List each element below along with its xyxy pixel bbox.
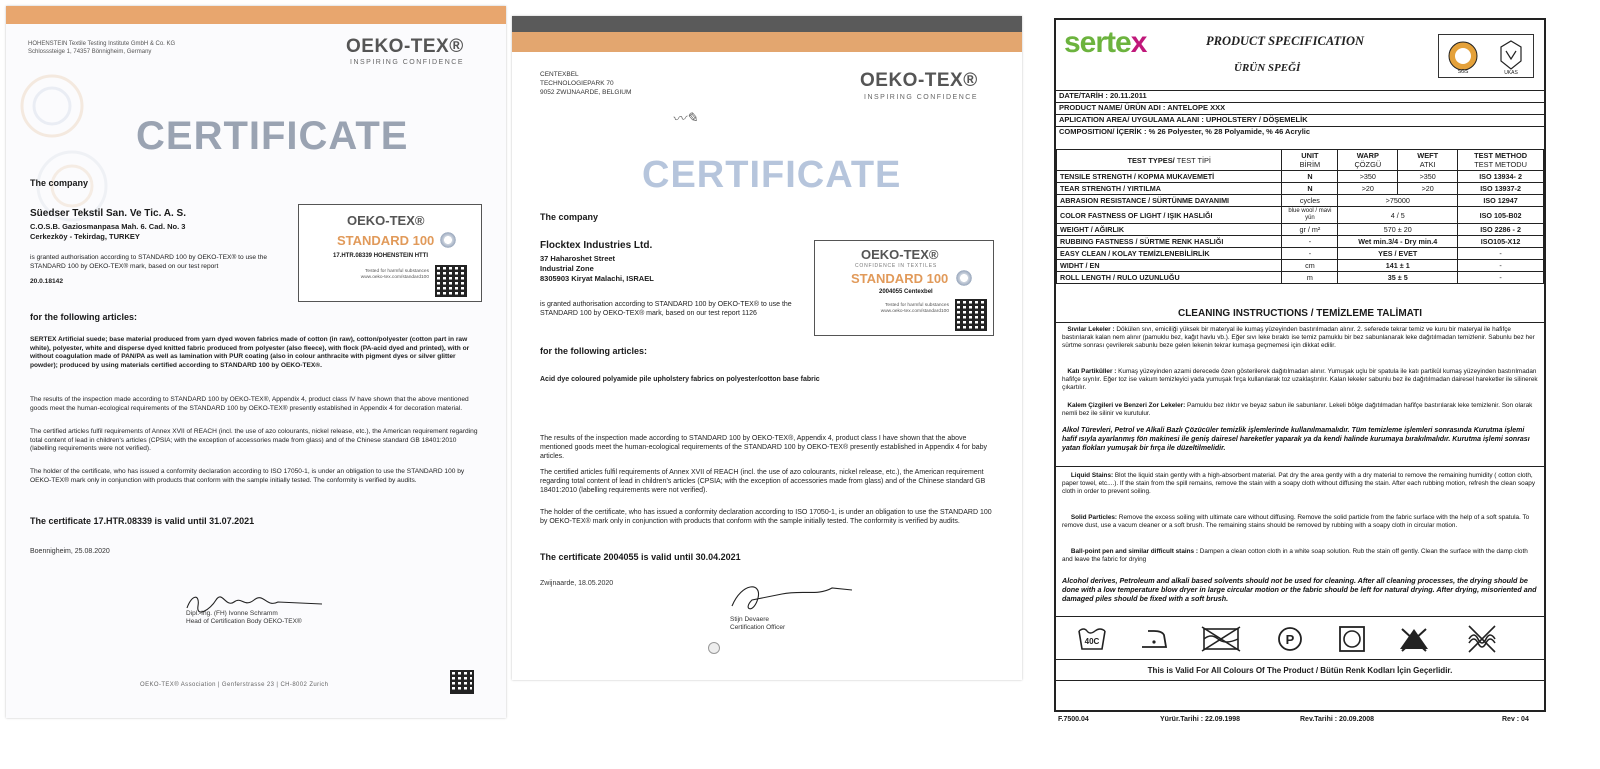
address-line: 37 Haharoshet Street: [540, 254, 616, 263]
cell-method: ISO 12947: [1483, 196, 1518, 205]
form-number: F.7500.04: [1058, 716, 1089, 723]
reach-text: The certified articles fulfil requirements of Annex XVII of REACH (incl. the use of azo colourants, nickel release, etc.), the American requirement regarding total content of lead in children's articles (CPSIA; with the exception of accessories made from glass) and of the Chinese standard GB 18401:2010 (labelling requirements were not verified).: [540, 469, 986, 494]
dry-clean-p-icon: [1274, 623, 1306, 655]
address-line: 8305903 Kiryat Malachi, ISRAEL: [540, 274, 654, 283]
header-weft: [1398, 150, 1458, 171]
table-row: [1057, 224, 1544, 236]
cell-value: 141 ± 1: [1385, 261, 1410, 270]
cell-method: ISO 13937-2: [1480, 184, 1521, 193]
cell-method: ISO 105-B02: [1479, 210, 1522, 220]
signer-name: Stijn Devaere: [730, 616, 770, 623]
holder-text: The holder of the certificate, who has issued a conformity declaration according to ISO 17050-1, is under an obligation to use the STANDARD 100 by OEKO-TEX® mark only in conjunction with products that conform with the sample initially tested. The conformity is verified by audits.: [540, 509, 992, 525]
ukas-seal-icon: [1491, 39, 1531, 75]
cell-test: WIDHT / EN: [1060, 261, 1100, 270]
authorisation-text: is granted authorisation according to STANDARD 100 by OEKO-TEX® to use the STANDARD 100 by OEKO-TEX® mark, based on our test report 1126: [540, 301, 792, 317]
composition-text: COMPOSITION/ İÇERİK : % 26 Polyester, % 28 Polyamide, % 46 Acrylic: [1059, 127, 1311, 136]
validity-statement: The certificate 17.HTR.08339 is valid until 31.07.2021: [30, 516, 255, 526]
cell-weft: >350: [1398, 171, 1458, 183]
cleaning-tr-liquid: [1062, 326, 1540, 350]
label-confidence: CONFIDENCE IN TEXTILES: [855, 263, 937, 269]
articles-heading: for the following articles:: [30, 312, 138, 322]
revision-number: Rev : 04: [1502, 716, 1529, 723]
logo-text: serte: [1064, 26, 1131, 59]
label-tested: [857, 303, 949, 315]
wash-40-icon: [1076, 623, 1108, 655]
table-row: [1057, 236, 1544, 248]
address-line: Cerkezköy - Tekirdag, TURKEY: [30, 232, 140, 241]
signer-info: [730, 616, 785, 632]
issuer-address: [28, 40, 175, 56]
cell-test: COLOR FASTNESS OF LIGHT / IŞIK HASLIĞI: [1060, 210, 1213, 220]
certificate-centexbel: [512, 16, 1022, 680]
spec-title-en: PRODUCT SPECIFICATION: [1206, 34, 1365, 48]
en-solid-label: Solid Particles:: [1070, 514, 1118, 521]
label-url: www.oeko-tex.com/standard100: [360, 275, 429, 280]
cleaning-en-liquid: [1062, 472, 1540, 496]
table-row: [1057, 260, 1544, 272]
issuer-line: HOHENSTEIN Textile Testing Institute GmbH & Co. KG: [28, 41, 176, 47]
table-header-row: [1057, 150, 1544, 171]
tr-liquid-label: Sıvılar Lekeler :: [1067, 326, 1115, 333]
punch-hole-icon: [708, 642, 720, 654]
sertex-logo: [1064, 26, 1146, 60]
composition-row: [1056, 126, 1544, 137]
company-label: The company: [30, 178, 89, 188]
place-date: Zwijnaarde, 18.05.2020: [540, 580, 614, 587]
cell-test: RUBBING FASTNESS / SÜRTME RENK HASLIĞI: [1060, 237, 1224, 246]
wash-temp-label: 40C: [1084, 637, 1100, 646]
issuer-line: CENTEXBEL: [540, 71, 579, 78]
holder-text: The holder of the certificate, who has issued a conformity declaration according to ISO 17050-1, is under an obligation to use the STANDARD 100 by OEKO-TEX® mark only in conjunction with products that conform with the sample initially tested. The conformity is verified by audits.: [30, 468, 465, 484]
cleaning-tr-solid: [1062, 368, 1540, 392]
cell-method: ISO105-X12: [1480, 237, 1521, 246]
report-number: 20.0.18142: [30, 278, 64, 285]
header-unit: [1282, 150, 1338, 171]
company-address: [30, 222, 185, 242]
tumble-dry-icon: [1336, 623, 1368, 655]
cell-unit: cycles: [1282, 195, 1338, 207]
results-text: The results of the inspection made according to STANDARD 100 by OEKO-TEX®, Appendix 4, product class IV have shown that the above mentioned goods meet the human-ecological requirements of the STANDARD 100 by OEKO-TEX® presently established in Appendix 4 for decoration material.: [30, 396, 469, 412]
issuer-line: 9052 ZWIJNAARDE, BELGIUM: [540, 89, 632, 96]
address-line: Industrial Zone: [540, 264, 594, 273]
cell-unit: m: [1282, 272, 1338, 284]
validity-note: This is Valid For All Colours Of The Product / Bütün Renk Kodları İçin Geçerlidir.: [1147, 666, 1453, 675]
cell-method: ISO 2286 - 2: [1480, 225, 1521, 234]
footer-qr-icon: [450, 670, 474, 694]
certificate-top-bar: [6, 6, 506, 24]
standard100-label: [298, 204, 482, 302]
header-method-tr: TEST METODU: [1474, 160, 1527, 169]
tr-solid-label: Katı Partiküller :: [1067, 368, 1117, 375]
oekotex-tagline: INSPIRING CONFIDENCE: [864, 94, 979, 101]
table-row: [1057, 171, 1544, 183]
header-test-en: TEST TYPES/: [1127, 155, 1175, 165]
svg-text:UKAS: UKAS: [1504, 70, 1518, 75]
cell-method: -: [1458, 272, 1544, 284]
label-brand: OEKO-TEX®: [347, 213, 425, 228]
certificate-title: CERTIFICATE: [136, 114, 409, 158]
table-row: [1057, 183, 1544, 195]
cell-value: Wet min.3/4 - Dry min.4: [1358, 237, 1438, 246]
label-url: www.oeko-tex.com/standard100: [880, 309, 949, 314]
application-row: [1056, 114, 1544, 125]
specification-table: [1056, 149, 1544, 284]
cell-value: YES / EVET: [1378, 249, 1418, 258]
cell-method: ISO 13934- 2: [1479, 172, 1522, 181]
product-specification-sheet: [1054, 18, 1546, 712]
certificate-hohenstein: [6, 6, 506, 718]
logo-x: x: [1130, 26, 1147, 59]
cell-method: -: [1458, 260, 1544, 272]
oekotex-logo: OEKO-TEX®: [860, 70, 978, 91]
cell-test: TENSILE STRENGTH / KOPMA MUKAVEMETİ: [1060, 172, 1215, 181]
no-tumble-dry-icon: [1200, 623, 1242, 655]
signer-title: Head of Certification Body OEKO-TEX®: [186, 618, 302, 625]
cleaning-tr-alcohol: Alkol Türevleri, Petrol ve Alkali Bazlı Çözücüler temizlik işlemlerinde kullanılmamalıdır. Tüm temizleme işlemleri sonrasında Kurutma işlemi hafif ısıyla ayarlanmış fön makinesi ile geniş dairesel hareketler yaparak ya da kendi halinde kurumaya bırakılmalıdır. Kurutma işlemi sonrası yatan flokları yumuşak bir fırça ile düzeltilmelidir.: [1062, 427, 1530, 452]
cell-unit: N: [1307, 172, 1313, 181]
cell-unit: blue wool / mavi yün: [1282, 207, 1338, 224]
issuer-line: Schlosssteige 1, 74357 Bönnigheim, Germany: [28, 49, 152, 55]
label-tested-line: Tested for harmful substances: [365, 269, 429, 274]
en-pen-label: Ball-point pen and similar difficult stains :: [1070, 548, 1199, 555]
en-liquid-label: Liquid Stains:: [1070, 472, 1114, 479]
label-standard: STANDARD 100: [851, 271, 949, 286]
cell-unit: -: [1282, 248, 1338, 260]
header-method: [1458, 150, 1544, 171]
label-standard: STANDARD 100: [337, 233, 435, 248]
no-bleach-icon: [1398, 623, 1430, 655]
date-row: [1056, 90, 1544, 101]
cleaning-heading: CLEANING INSTRUCTIONS / TEMİZLEME TALİMATI: [1056, 308, 1544, 323]
header-unit-tr: BİRİM: [1299, 160, 1321, 169]
company-name: Süedser Tekstil San. Ve Tic. A. S.: [30, 208, 186, 219]
certificate-top-bar-dark: [512, 16, 1022, 32]
cell-value: 35 ± 5: [1387, 273, 1408, 282]
cell-unit: gr / m²: [1282, 224, 1338, 236]
table-row: [1057, 272, 1544, 284]
header-weft-en: WEFT: [1417, 151, 1439, 160]
place-date: Boennigheim, 25.08.2020: [30, 548, 110, 555]
table-row: [1057, 248, 1544, 260]
tr-solid-text: Kumaş yüzeyinden azami derecede özen gösterilerek dağıtılmadan alınır. Yumuşak uçlu bir spatula ile katı partikül kumaş yüzeyinden bastırılmadan hafifçe sıyrılır. Eğer toz ise vakum temizleyici yada yumuşak fırça kullanılarak toz uzaklaştırılır. Kalan lekeler sabunlu bez ile dağıtılmadan dairesel hareketler ile silinerek çıkartılır.: [1062, 368, 1538, 392]
no-wring-icon: [1466, 623, 1498, 655]
cell-weft: >20: [1398, 183, 1458, 195]
company-address: [540, 254, 654, 284]
header-weft-tr: ATKI: [1419, 160, 1436, 169]
cell-value: >75000: [1338, 195, 1458, 207]
care-symbols: [1056, 616, 1544, 660]
signer-info: [186, 610, 302, 626]
sun-icon: [955, 269, 973, 287]
spec-title-tr: ÜRÜN SPEĞİ: [1234, 62, 1301, 74]
product-text: PRODUCT NAME/ ÜRÜN ADI : ANTELOPE XXX: [1059, 103, 1226, 112]
svg-text:SGS: SGS: [1457, 69, 1469, 75]
table-row: [1057, 207, 1544, 224]
date-text: DATE/TARİH : 20.11.2011: [1059, 91, 1147, 100]
oekotex-logo: OEKO-TEX®: [346, 36, 464, 57]
label-tested-line: Tested for harmful substances: [885, 303, 949, 308]
cell-test: WEIGHT / AĞIRLIK: [1060, 225, 1125, 234]
qr-code-icon: [955, 299, 987, 331]
articles-heading: for the following articles:: [540, 346, 648, 356]
label-code: 2004055 Centexbel: [879, 289, 933, 295]
cell-method: -: [1458, 248, 1544, 260]
header-method-en: TEST METHOD: [1474, 151, 1528, 160]
issuer-line: TECHNOLOGIEPARK 70: [540, 80, 614, 87]
articles-text: SERTEX Artificial suede; base material produced from yarn dyed woven fabrics made of cotton (in raw), cotton/polyester (cotton part in raw white), polyester, white and disperse dyed knitted fabric produced from polyester (also fleece), with flock (PA-acid dyed and printed), with or without coagulation made of PAN/PA as well as lamination with PUR coating (also in colour anthracite with pigment dyes or silver glitter powder); produced by using materials certified according to STANDARD 100 by OEKO-TEX®.: [30, 336, 470, 369]
standard100-label: [814, 240, 994, 336]
articles-text: Acid dye coloured polyamide pile upholstery fabrics on polyester/cotton base fabric: [540, 376, 820, 383]
label-brand: OEKO-TEX®: [861, 247, 939, 262]
header-warp-en: WARP: [1356, 151, 1379, 160]
product-row: [1056, 102, 1544, 113]
header-warp-tr: ÇÖZGÜ: [1354, 160, 1382, 169]
cell-unit: cm: [1282, 260, 1338, 272]
sun-icon: [439, 231, 457, 249]
tr-pen-text: Pamuklu bez ılıktır ve beyaz sabun ile sabunlanır. Lekeli bölge dağıtılmadan hafifçe bastırılarak leke temizlenir. Son olarak nemli bez ile silinir ve kurutulur.: [1062, 402, 1533, 418]
cell-test: ROLL LENGTH / RULO UZUNLUĞU: [1060, 273, 1180, 282]
tr-pen-label: Kalem Çizgileri ve Benzeri Zor Lekeler:: [1067, 402, 1186, 409]
header-warp: [1338, 150, 1398, 171]
results-text: The results of the inspection made according to STANDARD 100 by OEKO-TEX®, Appendix 4, product class I have shown that the above mentioned goods meet the human-ecological requirements of the STANDARD 100 by OEKO-TEX® presently established in Appendix 4 for baby articles.: [540, 435, 988, 460]
signature-icon: [722, 576, 862, 612]
cell-unit: N: [1307, 184, 1313, 193]
label-tested: [339, 269, 429, 281]
en-pen-text: Dampen a clean cotton cloth in a white soap solution. Rub the stain off gently. Clean the surface with the damp cloth and leave the fabric for drying: [1062, 548, 1528, 564]
revision-date: Rev.Tarihi : 20.09.2008: [1300, 716, 1375, 723]
cell-unit: -: [1282, 236, 1338, 248]
reach-text: The certified articles fulfil requirements of Annex XVII of REACH (incl. the use of azo colourants, nickel release, etc.), the American requirement regarding total content of lead in children's articles (CPSIA; with the exception of accessories made from glass) and of the Chinese standard GB 18401:2010 (labelling requirements were not verified).: [30, 428, 478, 453]
quality-seals: [1438, 34, 1534, 78]
footer-divider: [1056, 680, 1544, 681]
signer-name: Dipl.-Ing. (FH) Ivonne Schramm: [186, 610, 278, 617]
signer-title: Certification Officer: [730, 624, 786, 631]
company-name: Flocktex Industries Ltd.: [540, 240, 653, 251]
validity-statement: The certificate 2004055 is valid until 30.04.2021: [540, 552, 741, 562]
header-unit-en: UNIT: [1301, 151, 1319, 160]
table-row: [1057, 195, 1544, 207]
cleaning-en-alcohol: Alcohol derives, Petroleum and alkali based solvents should not be used for cleaning. After all cleaning processes, the drying should be done with a low temperature blow dryer in large circular motion or the fabric should be left for natural drying. After drying, misoriented and damaged piles should be fixed with a soft brush.: [1062, 576, 1537, 604]
application-text: APLICATION AREA/ UYGULAMA ALANI : UPHOLSTERY / DÖŞEMELİK: [1059, 115, 1308, 124]
cleaning-en-pen: [1062, 548, 1540, 564]
tr-liquid-text: Dökülen sıvı, emiciliği yüksek bir materyal ile kumaş yüzeyinden bastırılmadan alınır. 2. seferede tekrar temiz ve kuru bir materyal ile hafifçe bastırılarak kalan nem alınır (pamuklu bez, kağıt havlu vb.). Eğer sıvı leke bıraktı ise temiz pamuklu bir bez sabunlanarak leke dağıtılmadan temizlenir. Sabunlu bez her sürtme sonrası çevrilerek sabunlu beze gelen lekenin tekrar kumaşa geçmemesi için dikkat edilir.: [1062, 326, 1535, 350]
handwritten-note-icon: 〰︎✎: [671, 110, 699, 128]
cell-test: TEAR STRENGTH / YIRTILMA: [1060, 184, 1161, 193]
cell-warp: >20: [1338, 183, 1398, 195]
cell-warp: >350: [1338, 171, 1398, 183]
en-liquid-text: Blot the liquid stain gently with a high-absorbent material. Pat dry the area gently with a dry material to remove the remaining humidity ( cotton cloth, paper towel, etc....). If the stain from the spill remains, remove the stain with a soapy cloth without diffusing the stain. After each rubbing motion, refresh the clean soapy cloth in order to prevent soiling.: [1062, 472, 1536, 496]
cleaning-en-solid: [1062, 514, 1540, 530]
en-solid-text: Remove the excess soiling with ultimate care without diffusing. Remove the solid particle from the fabric surface with the help of a soft spatula. To remove dust, use a vacum cleaner or a soft brush. The remaining stains should be removed by rubbing with a soapy cloth in circular motion.: [1062, 514, 1530, 530]
certificate-footer: OEKO-TEX® Association | Genferstrasse 23 | CH-8002 Zurich: [140, 682, 329, 688]
header-test-tr: TEST TİPİ: [1176, 155, 1211, 165]
certificate-top-bar-orange: [512, 32, 1022, 52]
dry-clean-label: P: [1285, 632, 1295, 647]
section-divider: [1056, 466, 1544, 467]
cleaning-tr-pen: [1062, 402, 1540, 418]
iron-icon: [1138, 623, 1170, 655]
certificate-title: CERTIFICATE: [642, 154, 902, 196]
issuer-address: [540, 70, 631, 97]
qr-code-icon: [435, 265, 467, 297]
company-label: The company: [540, 212, 599, 222]
sgs-seal-icon: [1443, 39, 1483, 75]
cell-value: 570 ± 20: [1338, 224, 1458, 236]
address-line: C.O.S.B. Gaziosmanpasa Mah. 6. Cad. No. 3: [30, 222, 186, 231]
oekotex-tagline: INSPIRING CONFIDENCE: [350, 59, 465, 66]
authorisation-text: is granted authorisation according to STANDARD 100 by OEKO-TEX® to use the STANDARD 100 by OEKO-TEX® mark, based on our test report: [30, 254, 268, 270]
effective-date: Yürür.Tarihi : 22.09.1998: [1160, 716, 1241, 723]
header-test: [1057, 150, 1282, 171]
cell-test: EASY CLEAN / KOLAY TEMİZLENEBİLİRLİK: [1060, 249, 1210, 258]
cell-value: 4 / 5: [1338, 207, 1458, 224]
cell-test: ABRASION RESISTANCE / SÜRTÜNME DAYANIMI: [1060, 196, 1230, 205]
label-code: 17.HTR.08339 HOHENSTEIN HTTI: [333, 253, 429, 259]
